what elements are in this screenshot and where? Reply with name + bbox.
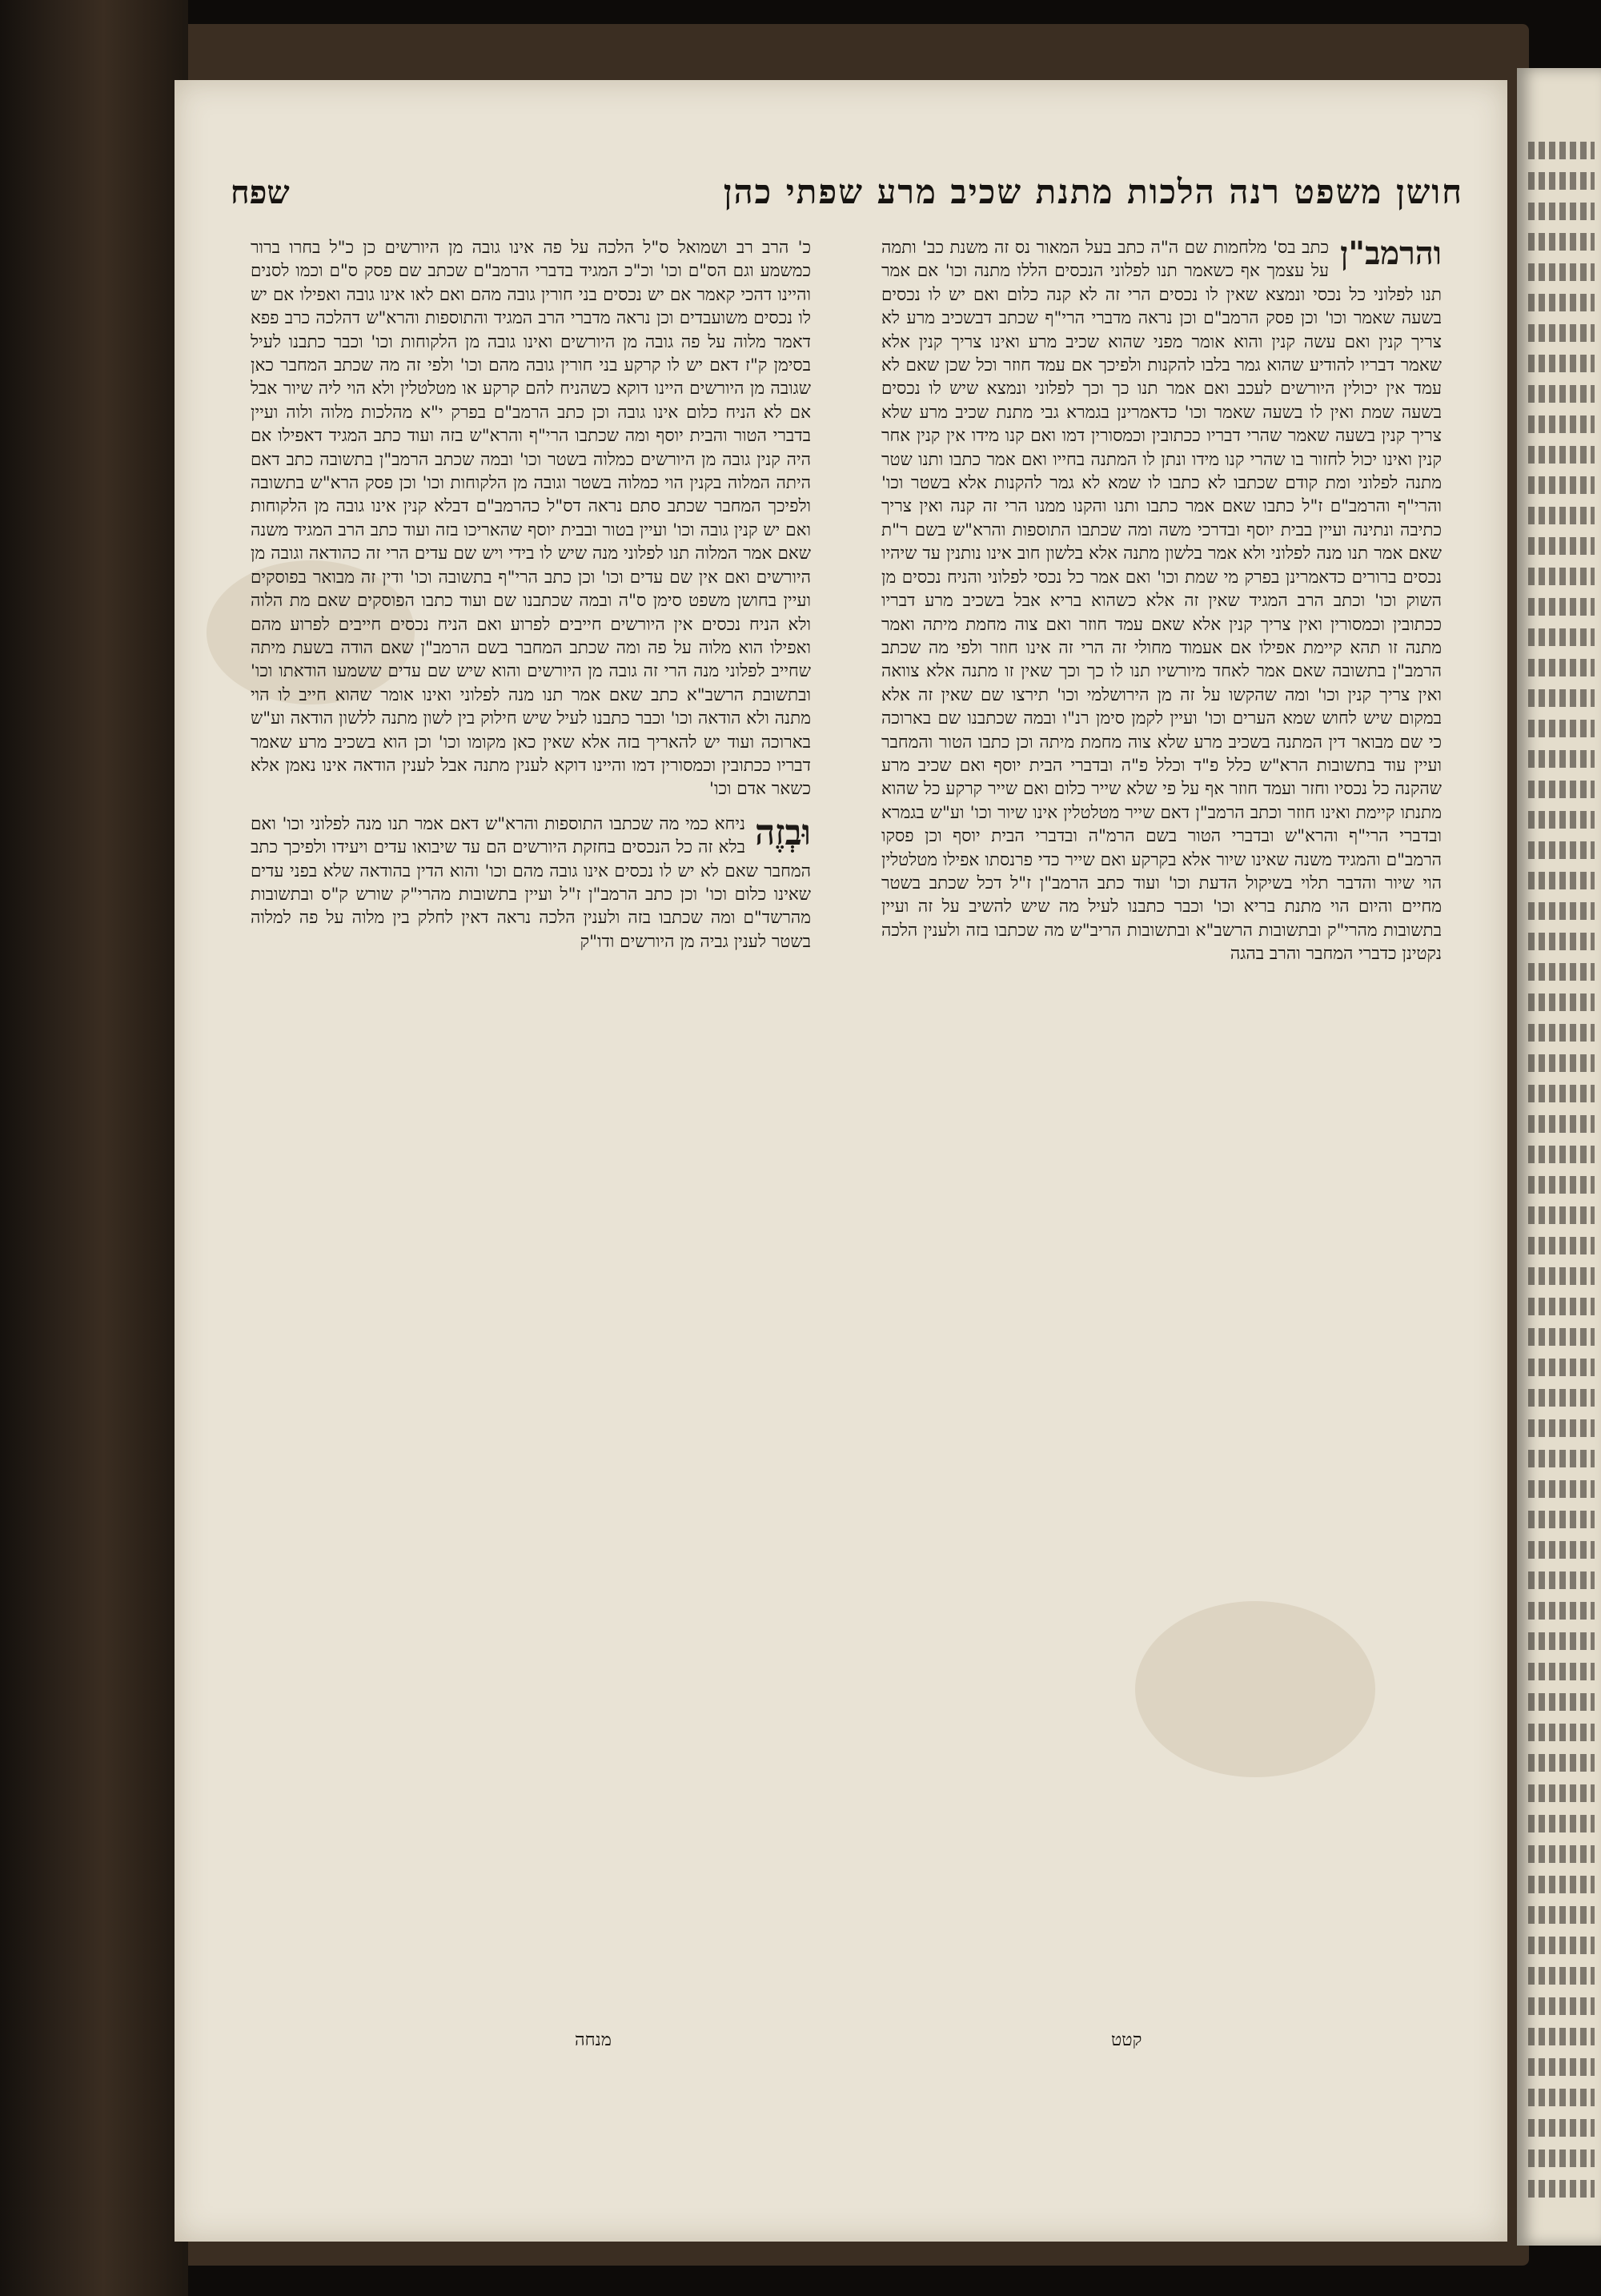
facing-page-text-line [1528, 1298, 1595, 1315]
facing-page-text-line [1528, 1419, 1595, 1437]
facing-page-text-line [1528, 2180, 1595, 2198]
facing-page-text-line [1528, 1693, 1595, 1711]
book-page [175, 80, 1507, 2242]
catchword-right: קטט [1111, 2030, 1142, 2050]
facing-page-text-line [1528, 993, 1595, 1011]
facing-page-text-line [1528, 537, 1595, 555]
facing-page-text-line [1528, 1815, 1595, 1832]
facing-page-text-line [1528, 1602, 1595, 1620]
facing-page-text-line [1528, 1724, 1595, 1741]
commentary-text-part-1: כ' הרב רב ושמואל ס"ל הלכה על פה אינו גובה מן היורשים כן כ"ל בחרו ברור כמשמע וגם הס"ם וכו' וכ"כ המגיד בדברי הרמב"ם שכתב שם פסק ס"ם וכמו לסנים והיינו דהכי קאמר אם יש נכסים בני חורין גובה מהם ואם לאו אינו גובה ואפילו אם יש לו נכסים משועבדים וכן נראה מדברי הרב המגיד והתוספות והרא"ש דהלכה כרב פפא דאמר מלוה על פה גובה מן היורשים ואינו גובה מן הלקוחות וכו' וכבר כתבנו לעיל בסימן ק"ז דאם יש לו קרקע בני חורין גובה מהם וכו' ולפי זה מה שכתב המחבר כאן שגובה מן היורשים היינו דוקא כשהניח להם קרקע או מטלטלין ולא הוי ליה שיור אבל אם לא הניח כלום אינו גובה וכן כתב הרמב"ם בפרק י"א מהלכות מלוה ולוה ועיין בדברי הטור והבית יוסף ומה שכתבו הרי"ף והרא"ש בזה ועוד כתב המגיד דאפילו אם היה קנין גובה מן היורשים כמלוה בשטר וכו' ובמה שכתב הרמב"ן בתשובה כתב דאם היתה המלוה בקנין הוי כמלוה בשטר וגובה מן הלקוחות וכו' וכן פסק הרא"ש בתשובה ולפיכך המחבר שכתב סתם נראה דס"ל כהרמב"ם דבלא קנין אינו גובה מן הלקוחות ואם יש קנין גובה וכו' ועיין בטור ובבית יוסף שהאריכו בזה ועוד כתב הרב המגיד משנה שאם אמר המלוה תנו לפלוני מנה שיש לו בידי ויש שם עדים הרי זה כהודאה וגובה מן היורשים ואם אין שם עדים וכו' וכן כתב הרי"ף בתשובה וכו' ודין זה מבואר בפוסקים ועיין בחושן משפט סימן ס"ה ובמה שכתבנו שם ועוד כתבו הפוסקים שאם מת הלוה ולא הניח נכסים אין היורשים חייבים לפרוע ואם הניח נכסים חייבים לפרוע מהם ואפילו הוא מלוה על פה ומה שכתב המחבר בשם הרמב"ן שאם הודה בשעת מיתה שחייב לפלוני מנה הרי זה גובה מן היורשים והוא שיש שם עדים ששמעו הודאתו וכו' ובתשובת הרשב"א כתב שאם אמר תנו מנה לפלוני ואינו אומר שהוא חייב לו הוי מתנה ולא הודאה וכו' וכבר כתבנו לעיל שיש חילוק בין לשון מתנה ללשון הודאה וע"ש בארוכה ועוד יש להאריך בזה אלא שאין כאן מקומו וכו' וכן הוא בשכיב מרע שאמר דבריו ככתובין וכמסורין דמו והיינו דוקא לענין מתנה אבל לענין הודאה אינו נאמן אלא כשאר אדם וכו' [251, 238, 811, 800]
facing-page-text-line [1528, 446, 1595, 464]
facing-page-text-line [1528, 2119, 1595, 2137]
facing-page-text-line [1528, 872, 1595, 889]
facing-page-text-line [1528, 1024, 1595, 1042]
facing-page-text-line [1528, 1663, 1595, 1680]
facing-page-text-line [1528, 1115, 1595, 1133]
facing-page-text-line [1528, 1876, 1595, 1893]
facing-page-text-line [1528, 142, 1595, 159]
commentary-text: כתב בס' מלחמות שם ה"ה כתב בעל המאור נס זה משנת כב' ותמה על עצמך אף כשאמר תנו לפלוני הנכסים הללו מתנה וכו' אם אמר תנו לפלוני כל נכסי ונמצא שאין לו נכסים הרי זה לא קנה כלום ואם יש לו נכסים בשעה שאמר וכו' וכן פסק הרמב"ם וכן נראה מדברי הרי"ף שכתב דבשכיב מרע לא צריך קנין ואם עשה קנין והוא אומר מפני שהוא שכיב מרע ואינו צריך קנין אלא שאמר דבריו להודיע שהוא גמר בלבו להקנות ולפיכך אם עמד חוזר וכל שכן שאם לא עמד אין יכולין היורשים לעכב ואם אמר תנו כך וכך לפלוני ונמצא שיש לו נכסים בשעה שמת ואין לו בשעה שאמר וכו' כדאמרינן בגמרא גבי מתנת שכיב מרע שלא צריך קנין בשעה שאמר שהרי דבריו ככתובין וכמסורין דמו ואם קנו מידו אין קנין אחר קנין ואינו יכול לחזור בו שהרי קנו מידו ונתן לו המתנה בחייו ואם אמר כתבו ותנו שטר מתנה לפלוני ומת קודם שכתבו לא כתבו לו שמא לא גמר להקנות אלא בשטר וכו' והרי"ף והרמב"ם ז"ל כתבו שאם אמר כתבו ותנו והקנו ממנו הרי זה קנה ואין צריך כתיבה ונתינה ועיין בבית יוסף ובדרכי משה ומה שכתבו התוספות והרא"ש בשם ר"ת שאם אמר תנו מנה לפלוני ולא אמר בלשון מתנה אלא בלשון חוב אינו נותנין עד שיהיו נכסים ברורים כדאמרינן בפרק מי שמת וכו' ואם אמר כל נכסי לפלוני והניח נכסים מן השוק וכו' וכתב הרב המגיד שאין זה אלא כשהוא בריא אבל בשכיב מרע דבריו ככתובין וכמסורין ואין צריך קנין אלא שאם עמד חוזר ואם צוה מחמת מיתה ואמר מתנה זו תהא קיימת אפילו אם אעמוד מחולי זה הרי זה אינו חוזר ולפי מה שכתב הרמב"ן בתשובה שאם אמר לאחד מיורשיו תנו לו כך וכך שאין זו מתנה אלא צוואה ואין צריך קנין וכו' ומה שהקשו על זה מן הירושלמי וכו' תירצו שם שאין זה אלא במקום שיש לחוש שמא הערים וכו' ועיין לקמן סימן רנ"ו ובמה שכתבנו שם בארוכה כי שם מבואר דין המתנה בשכיב מרע שלא צוה מחמת מיתה וכן כתבו הטור והמחבר ועיין עוד בתשובות הרא"ש כלל פ"ד וכלל פ"ה ובדברי הבית יוסף ואם שכיב מרע שהקנה כל נכסיו וחזר ועמד חוזר אף על פי שלא שייר כלום ואם שייר קרקע כל שהוא מתנתו קיימת ואינו חוזר וכתב הרמב"ן דאם שייר מטלטלין אינו שיור וכו' וע"ש בגמרא ובדברי הרי"ף והרא"ש ובדברי הטור בשם הרמ"ה ובדברי הבית יוסף וכן פסקו הרמב"ם והמגיד משנה שאינו שיור אלא בקרקע ואם שייר כדי פרנסתו אפילו מטלטלין הוי שיור והדבר תלוי בשיקול הדעת וכו' ועוד כתב הרמב"ן ז"ל דכל שכתב בשטר מחיים והיום הוי מתנת בריא וכו' וכבר כתבנו לעיל מה שיש להשיב על זה ועיין בתשובות מהרי"ק ובתשובות הרשב"א ובתשובות הריב"ש מה שכתבו בזה ולענין הלכה נקטינן כדברי המחבר והרב בהגה [881, 238, 1442, 965]
book-spine-binding [0, 0, 188, 2296]
facing-page-text-line [1528, 324, 1595, 342]
facing-page-text-line [1528, 750, 1595, 768]
facing-page-text-line [1528, 1267, 1595, 1285]
running-header [231, 168, 1463, 216]
facing-page-text-line [1528, 1389, 1595, 1407]
facing-page-text-line [1528, 933, 1595, 950]
facing-page-text-line [1528, 1632, 1595, 1650]
facing-page-edge [1517, 68, 1601, 2246]
catchword-left: מנחה [575, 2030, 612, 2050]
facing-page-text-line [1528, 1541, 1595, 1559]
facing-page-text-line [1528, 263, 1595, 281]
facing-page-text-line [1528, 1784, 1595, 1802]
facing-page-text-line [1528, 1450, 1595, 1467]
facing-page-text-line [1528, 1237, 1595, 1254]
facing-page-text-line [1528, 659, 1595, 676]
facing-page-text-line [1528, 598, 1595, 616]
facing-page-text-line [1528, 720, 1595, 737]
facing-page-text-line [1528, 1754, 1595, 1772]
facing-page-text-line [1528, 507, 1595, 524]
commentator-heading: והרמב"ן [1340, 236, 1442, 272]
facing-page-text-line [1528, 203, 1595, 220]
facing-page-text-line [1528, 1359, 1595, 1376]
facing-page-text-line [1528, 1085, 1595, 1102]
section-initial-word: וּבְזֶה [754, 812, 811, 853]
facing-page-text-line [1528, 1571, 1595, 1589]
facing-page-text-line [1528, 476, 1595, 494]
facing-page-text-line [1528, 1328, 1595, 1346]
facing-page-text-line [1528, 355, 1595, 372]
folio-number: שפח [231, 173, 290, 211]
facing-page-text-line [1528, 172, 1595, 190]
left-commentary-column [251, 236, 811, 2013]
facing-page-text-line [1528, 689, 1595, 707]
facing-page-text-line [1528, 1206, 1595, 1224]
facing-page-text-line [1528, 568, 1595, 585]
facing-page-text-line [1528, 1511, 1595, 1528]
facing-page-text-line [1528, 781, 1595, 798]
facing-page-text-line [1528, 628, 1595, 646]
facing-page-text-line [1528, 2089, 1595, 2106]
facing-page-text-line [1528, 1906, 1595, 1924]
facing-page-text-line [1528, 902, 1595, 920]
facing-page-text-line [1528, 2028, 1595, 2045]
facing-page-text-line [1528, 1054, 1595, 1072]
facing-page-text-line [1528, 233, 1595, 251]
facing-page-text-line [1528, 1937, 1595, 1954]
facing-page-text-line [1528, 2149, 1595, 2167]
facing-page-text-line [1528, 1176, 1595, 1194]
facing-page-text-line [1528, 1146, 1595, 1163]
facing-page-text-line [1528, 963, 1595, 981]
facing-page-text-line [1528, 1480, 1595, 1498]
running-title: חושן משפט רנה הלכות מתנת שכיב מרע שפתי כהן [723, 172, 1463, 211]
facing-page-text-line [1528, 294, 1595, 311]
facing-page-text-line [1528, 841, 1595, 859]
right-commentary-column [881, 236, 1442, 2013]
commentary-text-part-2: ניחא כמי מה שכתבו התוספות והרא"ש דאם אמר תנו מנה לפלוני וכו' ואם בלא זה כל הנכסים בחזקת היורשים הם עד שיבואו עדים ויעידו ולפיכך כתב המחבר שאם לא יש לו נכסים אינו גובה מהם וכו' והוא הדין בהודאה שלא בפני עדים שאינו כלום וכו' וכן כתב הרמב"ן ז"ל ועיין בתשובות מהרי"ק שורש ק"ס ובתשובות מהרשד"ם ומה שכתבו בזה ולענין הלכה נראה דאין לחלק בין מלוה על פה למלוה בשטר לענין גביה מן היורשים ודו"ק [251, 813, 811, 952]
facing-page-text-line [1528, 1845, 1595, 1863]
facing-page-text-line [1528, 1967, 1595, 1985]
facing-page-text-line [1528, 2058, 1595, 2076]
facing-page-text-line [1528, 385, 1595, 403]
facing-page-text-line [1528, 1997, 1595, 2015]
facing-page-text-line [1528, 811, 1595, 829]
facing-page-text-line [1528, 415, 1595, 433]
